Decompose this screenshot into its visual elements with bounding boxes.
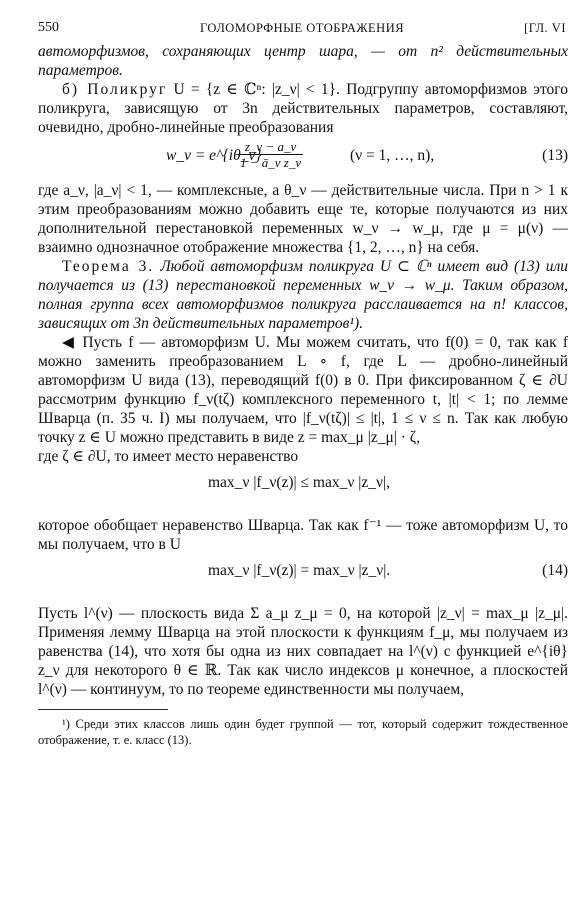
formula-inequality-text: max_ν |f_ν(z)| ≤ max_ν |z_ν|, <box>208 474 390 491</box>
paragraph-planes: Пусть l^(ν) — плоскость вида Σ a_μ z_μ = 0, на которой |z_ν| = max_μ |z_μ|. Применяя лемму Шварца на этой плоскости к функциям f_μ, мы получаем из равенства (14), что хотя бы одна из них совпадает на l^(ν) с функцией e^{iθ} z_ν для некоторого θ ∈ ℝ. Так как число индексов μ конечное, а плоскостей l^(ν) — континуум, то по теореме единственности мы получаем, <box>38 605 568 698</box>
formula-13-numerator: z_ν − a_ν <box>238 139 303 155</box>
paragraph-proof: ◀ Пусть f — автоморфизм U. Мы можем считать, что f(0) = 0, так как f можно заменить преобразованием L ∘ f, где L — дробно-линейный автоморфизм U вида (13), переводящий f(0) в 0. При фиксированном ζ ∈ ∂U рассмотрим функцию f_ν(tζ) комплексного переменного t, |t| < 1; по лемме Шварца (п. 35 ч. I) мы получаем, что |f_ν(tζ)| ≤ |t|, 1 ≤ ν ≤ n. Так как любую точку z ∈ U можно представить в виде z = max_μ |z_μ| · ζ, <box>38 334 568 446</box>
formula-14 <box>38 554 568 604</box>
formula-inequality <box>38 466 568 516</box>
formula-13 <box>38 137 568 181</box>
section-heading: б) Поликруг <box>62 81 168 98</box>
theorem-heading: Теорема 3. <box>62 258 155 275</box>
formula-13-left: w_ν = e^{iθ_ν} <box>166 147 262 164</box>
formula-14-text: max_ν |f_ν(z)| = max_ν |z_ν|. <box>208 562 391 579</box>
theorem-3 <box>38 257 568 333</box>
chapter-label: [ГЛ. VI <box>524 21 566 35</box>
paragraph-coefficients: где a_ν, |a_ν| < 1, — комплексные, а θ_ν — действительные числа. При n > 1 к этим преобразованиям можно добавить еще те, которые получаются из них дополнительной перестановкой переменных w_ν → w_μ, где μ = μ(ν) — взаимно однозначное отображение множества {1, 2, …, n} на себя. <box>38 182 568 256</box>
paragraph-polydisk-text: U = {z ∈ ℂⁿ: |z_ν| < 1}. Подгруппу автоморфизмов этого поликруга, зависящую от 3n действительных параметров, составляют, очевидно, дробно-линейные преобразования <box>38 81 568 136</box>
paragraph-polydisk <box>38 80 568 137</box>
theorem-statement: Любой автоморфизм поликруга U ⊂ ℂⁿ имеет вид (13) или получается из (13) перестановкой переменных w_ν → w_μ. Таким образом, полная группа всех автоморфизмов поликруга расслаивается на n! классов, зависящих от 3n действительных параметров¹). <box>38 258 568 332</box>
formula-13-fraction <box>238 139 303 170</box>
formula-13-condition: (ν = 1, …, n), <box>350 147 435 164</box>
paragraph-inequality-intro: где ζ ∈ ∂U, то имеет место неравенство <box>38 448 299 465</box>
page-number: 550 <box>38 20 59 35</box>
book-page <box>38 20 568 748</box>
formula-13-tag: (13) <box>542 147 568 164</box>
footnote-divider <box>38 709 168 710</box>
page-header <box>38 20 568 42</box>
paragraph-schwarz-generalization: которое обобщает неравенство Шварца. Так как f⁻¹ — тоже автоморфизм U, то мы получаем, что в U <box>38 517 568 553</box>
formula-13-denominator: 1 − ā_ν z_ν <box>240 155 302 170</box>
formula-14-tag: (14) <box>542 562 568 579</box>
running-title: ГОЛОМОРФНЫЕ ОТОБРАЖЕНИЯ <box>200 21 405 35</box>
footnote: ¹) Среди этих классов лишь один будет группой — тот, который содержит тождественное отображение, т. е. класс (13). <box>38 717 568 747</box>
paragraph-continuation: автоморфизмов, сохраняющих центр шара, — от n² действительных параметров. <box>38 43 568 79</box>
